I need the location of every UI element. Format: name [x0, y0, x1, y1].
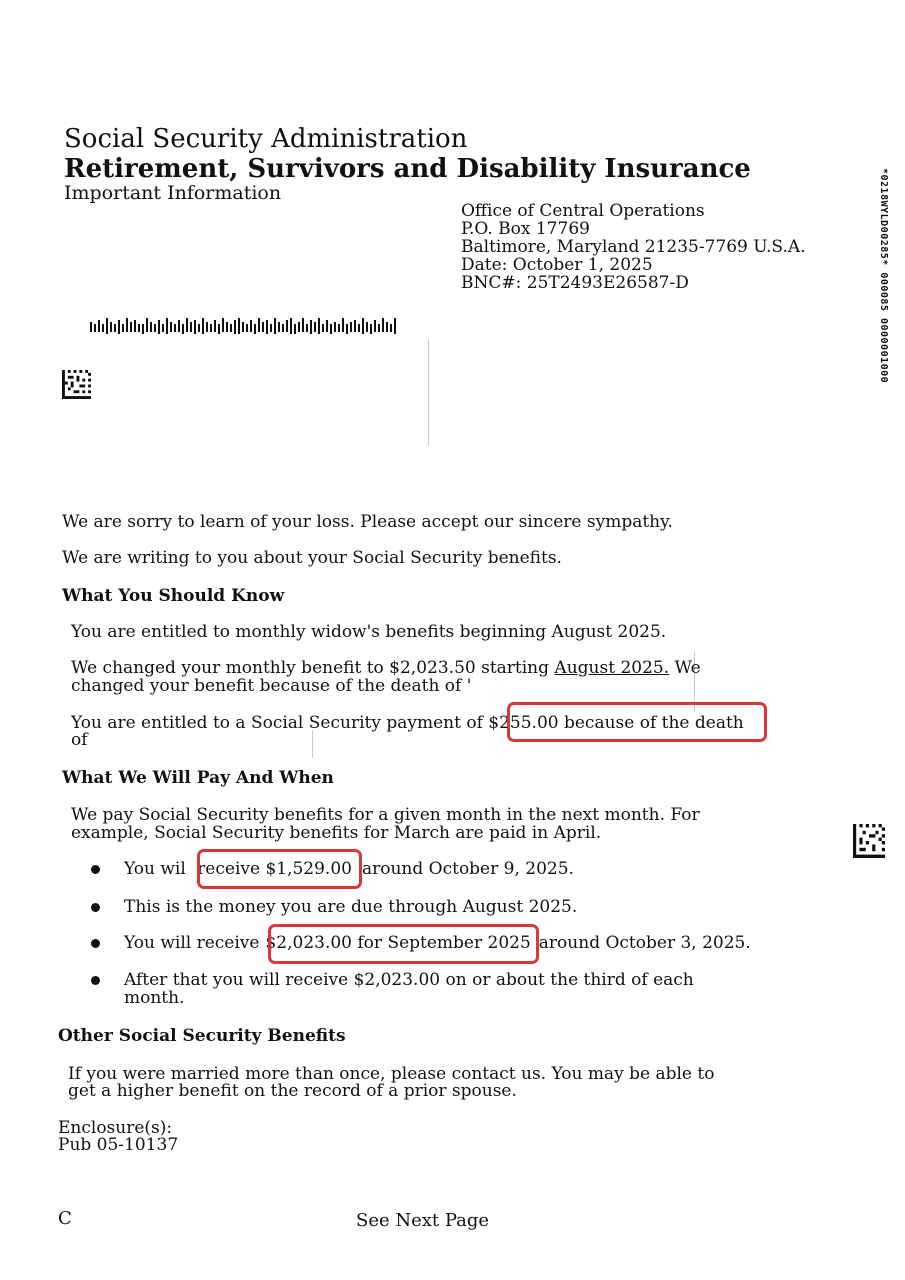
see-next-page: See Next Page — [356, 1210, 490, 1231]
pay-intro-line2: example, Social Security benefits for March are paid in April. — [71, 823, 602, 843]
bullet3-highlight-text: $2,023.00 for September 2025 — [265, 933, 531, 953]
bullet1-highlight-text: receive $1,529.00 — [197, 859, 352, 879]
side-data-matrix-code — [853, 824, 885, 858]
other-line2: get a higher benefit on the record of a prior spouse. — [68, 1081, 517, 1101]
office-name: Office of Central Operations — [461, 201, 705, 221]
data-matrix-code — [62, 370, 91, 399]
side-tracking-code: *0218WYLD00285* 000085 0000001000 — [878, 168, 889, 384]
highlight-box-payment — [507, 702, 767, 742]
notice-subtitle: Important Information — [64, 182, 282, 204]
office-city: Baltimore, Maryland 21235-7769 U.S.A. — [461, 237, 806, 257]
letter-date: Date: October 1, 2025 — [461, 255, 653, 275]
pay-intro-line1: We pay Social Security benefits for a given month in the next month. For — [71, 805, 700, 825]
bullet-item-2: This is the money you are due through August 2025. — [124, 897, 578, 917]
highlight-box-bullet3 — [268, 924, 539, 964]
enclosure-item: Pub 05-10137 — [58, 1135, 179, 1155]
footer-code: C — [58, 1208, 72, 1229]
bullet-dot — [91, 939, 100, 948]
purpose-text: We are writing to you about your Social Security benefits. — [62, 548, 562, 568]
bullet-item-4-line2: month. — [124, 988, 185, 1008]
section-heading-know: What You Should Know — [62, 586, 285, 606]
changed-benefit-line2: changed your benefit because of the death of ' — [71, 676, 472, 696]
changed-month: August 2025. — [554, 658, 670, 678]
agency-title: Social Security Administration — [64, 124, 468, 154]
section-heading-other: Other Social Security Benefits — [58, 1026, 346, 1046]
bnc-number: BNC#: 25T2493E26587-D — [461, 273, 689, 293]
payment-line1: You are entitled to a Social Security payment of $255.00 because of the death — [71, 713, 744, 733]
scan-line — [428, 340, 429, 445]
postal-barcode — [90, 318, 400, 334]
section-heading-pay: What We Will Pay And When — [62, 768, 334, 788]
sympathy-text: We are sorry to learn of your loss. Please accept our sincere sympathy. — [62, 512, 673, 532]
scan-line — [312, 730, 313, 758]
bullet-item-1: You wil receive $1,529.00 around October 9, 2025. — [124, 859, 574, 879]
bullet-dot — [91, 903, 100, 912]
enclosures-label: Enclosure(s): — [58, 1118, 173, 1138]
other-line1: If you were married more than once, please contact us. You may be able to — [68, 1064, 715, 1084]
program-title: Retirement, Survivors and Disability Insurance — [64, 154, 751, 184]
payment-line2: of — [71, 730, 88, 750]
entitled-text: You are entitled to monthly widow's benefits beginning August 2025. — [71, 622, 667, 642]
bullet-dot — [91, 865, 100, 874]
bullet-item-4-line1: After that you will receive $2,023.00 on or about the third of each — [124, 970, 694, 990]
payment-highlight-text: $255.00 because of the death — [488, 713, 744, 733]
office-address-block — [461, 202, 806, 292]
office-po-box: P.O. Box 17769 — [461, 219, 590, 239]
changed-benefit-line1: We changed your monthly benefit to $2,023.50 starting August 2025. We — [71, 658, 701, 678]
bullet-dot — [91, 976, 100, 985]
bullet-item-3: You will receive $2,023.00 for September 2025 around October 3, 2025. — [124, 933, 751, 953]
highlight-box-bullet1 — [197, 849, 362, 889]
